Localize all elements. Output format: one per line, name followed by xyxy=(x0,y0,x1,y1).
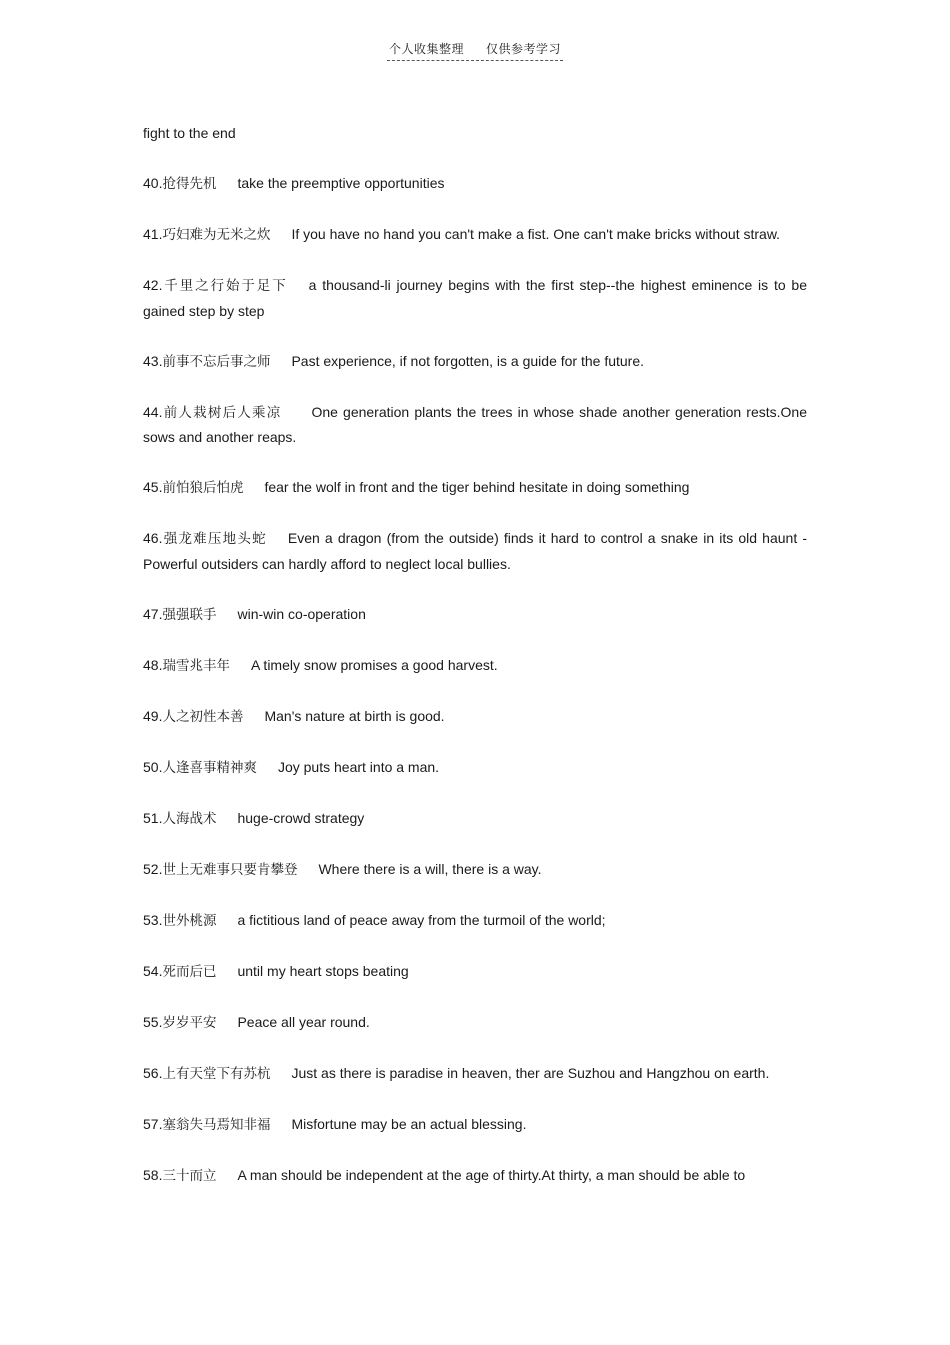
entry-number: 42. xyxy=(143,277,163,293)
entry-english-translation: Where there is a will, there is a way. xyxy=(318,860,542,877)
entry-english-translation: a fictitious land of peace away from the turmoil of the world; xyxy=(237,911,606,928)
idiom-entry xyxy=(143,171,807,197)
entry-english-translation: Peace all year round. xyxy=(237,1013,370,1030)
entry-english-translation: Past experience, if not forgotten, is a guide for the future. xyxy=(291,352,645,369)
entry-chinese-idiom: 强强联手 xyxy=(162,606,217,623)
idiom-entry xyxy=(143,1112,807,1138)
entry-chinese-idiom: 前事不忘后事之师 xyxy=(162,353,271,370)
idiom-entry xyxy=(143,908,807,934)
entry-number: 54. xyxy=(143,962,163,979)
entry-number: 49. xyxy=(143,707,163,724)
entry-english-translation: If you have no hand you can't make a fist. One can't make bricks without straw. xyxy=(291,226,781,242)
idiom-entry xyxy=(143,653,807,679)
document-body xyxy=(143,121,807,1214)
entry-chinese-idiom: 人逢喜事精神爽 xyxy=(162,759,257,776)
entry-chinese-idiom: 死而后已 xyxy=(162,963,217,980)
entry-number: 55. xyxy=(143,1013,163,1030)
entry-chinese-idiom: 上有天堂下有苏杭 xyxy=(162,1065,271,1082)
idiom-entry xyxy=(143,1010,807,1036)
idiom-entry xyxy=(143,755,807,781)
entry-english-translation: Even a dragon (from the outside) finds it hard to control a snake in its old haunt - Powerful outsiders can hardly afford to neglect local bullies. xyxy=(143,530,808,572)
idiom-entry xyxy=(143,1163,807,1189)
entry-chinese-idiom: 强龙难压地头蛇 xyxy=(162,531,267,547)
entry-number: 40. xyxy=(143,175,163,191)
entry-english-translation: Just as there is paradise in heaven, ther are Suzhou and Hangzhou on earth. xyxy=(291,1064,770,1081)
entry-chinese-idiom: 前人栽树后人乘凉 xyxy=(162,404,282,421)
idiom-entry xyxy=(143,526,807,576)
header-watermark xyxy=(387,40,563,61)
entry-number: 53. xyxy=(143,911,163,928)
entry-number: 52. xyxy=(143,860,163,877)
page-header xyxy=(0,40,950,61)
idiom-entry xyxy=(143,959,807,985)
entry-chinese-idiom: 塞翁失马焉知非福 xyxy=(162,1116,271,1133)
idiom-entry xyxy=(143,704,807,730)
entry-chinese-idiom: 抢得先机 xyxy=(162,176,217,192)
entry-chinese-idiom: 前怕狼后怕虎 xyxy=(162,480,244,496)
intro-line: fight to the end xyxy=(143,125,236,141)
entry-number: 48. xyxy=(143,656,163,673)
entry-english-translation: win-win co-operation xyxy=(237,605,366,622)
idiom-entry xyxy=(143,222,807,248)
entry-english-translation: One generation plants the trees in whose shade another generation rests.One sows and another reaps. xyxy=(143,403,807,445)
entry-english-translation: fear the wolf in front and the tiger behind hesitate in doing something xyxy=(264,479,690,495)
entry-number: 47. xyxy=(143,605,163,622)
idiom-entry xyxy=(143,349,807,375)
entry-chinese-idiom: 瑞雪兆丰年 xyxy=(162,657,230,674)
entry-chinese-idiom: 世上无难事只要肯攀登 xyxy=(162,861,298,878)
entry-number: 57. xyxy=(143,1115,163,1132)
entry-english-translation: until my heart stops beating xyxy=(237,962,409,979)
entry-number: 58. xyxy=(143,1166,163,1183)
entry-number: 45. xyxy=(143,479,163,495)
header-right-text: 仅供参考学习 xyxy=(486,42,562,56)
idiom-entry xyxy=(143,273,807,323)
entry-english-translation: Misfortune may be an actual blessing. xyxy=(291,1115,527,1132)
entry-number: 46. xyxy=(143,530,163,546)
idiom-entry xyxy=(143,1061,807,1087)
entry-chinese-idiom: 人之初性本善 xyxy=(162,708,244,725)
entry-number: 56. xyxy=(143,1064,163,1081)
entry-number: 43. xyxy=(143,352,163,369)
entry-chinese-idiom: 千里之行始于足下 xyxy=(162,278,288,294)
idiom-list xyxy=(143,171,807,1188)
entry-chinese-idiom: 岁岁平安 xyxy=(162,1014,217,1031)
entry-english-translation: Man's nature at birth is good. xyxy=(264,707,445,724)
entry-english-translation: Joy puts heart into a man. xyxy=(277,758,440,775)
idiom-entry xyxy=(143,806,807,832)
idiom-entry xyxy=(143,400,807,450)
entry-number: 41. xyxy=(143,226,163,242)
entry-english-translation: A man should be independent at the age of thirty.At thirty, a man should be able to xyxy=(237,1166,746,1183)
entry-chinese-idiom: 三十而立 xyxy=(162,1167,217,1184)
entry-number: 51. xyxy=(143,809,163,826)
header-left-text: 个人收集整理 xyxy=(388,42,464,56)
entry-english-translation: take the preemptive opportunities xyxy=(237,175,445,191)
entry-number: 44. xyxy=(143,403,163,420)
idiom-entry xyxy=(143,857,807,883)
entry-chinese-idiom: 人海战术 xyxy=(162,810,217,827)
entry-english-translation: huge-crowd strategy xyxy=(237,809,365,826)
idiom-entry xyxy=(143,475,807,501)
entry-english-translation: A timely snow promises a good harvest. xyxy=(250,656,498,673)
idiom-entry xyxy=(143,602,807,628)
entry-chinese-idiom: 世外桃源 xyxy=(162,912,217,929)
entry-chinese-idiom: 巧妇难为无米之炊 xyxy=(162,227,271,243)
entry-number: 50. xyxy=(143,758,163,775)
entry-english-translation: a thousand-li journey begins with the first step--the highest eminence is to be gained step by step xyxy=(143,277,807,319)
